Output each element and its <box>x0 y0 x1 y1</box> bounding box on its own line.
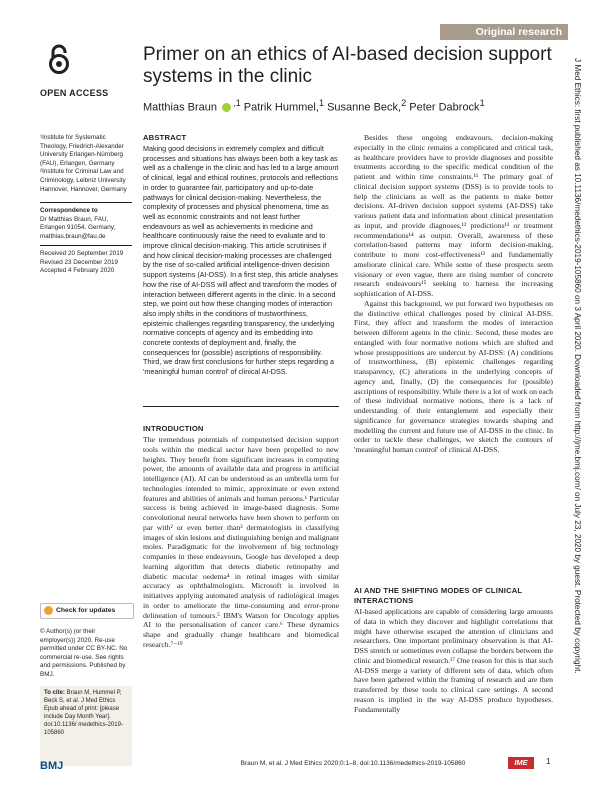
introduction-paragraph: The tremendous potentials of computerised decision support tools within the medical sector have been propelled to new heights. They benefit from significant increases in computing power, the amounts of available data and progress in artificial intelligence (AI). AI can be understood as an umbrella term for technologies intended to mimic, approximate or even extend features and abilities of animals and human persons.¹ Particular success is being achieved in image-based diagnosis. Some convolutional neural networks have been shown to perform on par with² or even better than³ dermatologists in classifying images of skin lesions and distinguishing benign and malignant moles. Paradigmatic for the involvement of big technology companies in these endeavours, Google has developed a deep learning algorithm that detects diabetic retinopathy and diabetic macular oedema⁴ in retinal images with similar accuracy as ophthalmologists. Microsoft is involved in initiatives applying automated analysis of radiological images in order to ameliorate the time-consuming and error-prone delineation of tumours.⁵ IBM's Watson for Oncology applies AI to the personalisation of cancer care.⁶ These dynamics shape and gradually change healthcare and biomedical research.⁷⁻¹⁰ <box>143 435 339 649</box>
check-for-updates-button[interactable] <box>40 603 134 619</box>
citation-box <box>40 686 132 766</box>
author-affiliation-sup: 2 <box>401 98 407 108</box>
author-affiliation-sup: 1 <box>318 98 325 108</box>
divider <box>143 406 339 407</box>
author-name[interactable]: Susanne Beck, <box>327 101 402 114</box>
affiliations <box>40 134 132 194</box>
revised-date: Revised 23 December 2019 <box>40 258 119 266</box>
divider <box>40 245 132 246</box>
author-name[interactable]: Matthias Braun <box>143 101 217 114</box>
author-list <box>143 96 563 115</box>
body-paragraph: Against this background, we put forward two hypotheses on the distinctive ethical challenges posed by clinical AI-DSS. First, they affect and transform the modes of interaction between different agents in the clinic. Second, these modes are entangled with four normative notions which are shifted and whose presuppositions are undercut by AI-DSS: (A) conditions of trustworthiness, (B) epistemic challenges regarding transparency, (C) alterations in the underlying concepts of agency and, finally, (D) the consequences for (possible) ascriptions of responsibility. While there is a lot of work on each of these individual normative notions, there is a lack of understanding of their entanglement and especially their significance for governance strategies towards shaping and modelling the current and future use of AI-DSS in the clinic. In order to tackle these challenges, we sketch the contours of 'meaningful human control' of clinical AI-DSS. <box>354 298 553 454</box>
accepted-date: Accepted 4 February 2020 <box>40 267 115 275</box>
right-column-lower <box>354 607 553 714</box>
author-name[interactable]: Patrik Hummel, <box>243 101 319 114</box>
check-updates-label: Check for updates <box>56 607 116 614</box>
correspondence-text[interactable]: Dr Matthias Braun, FAU, Erlangen 91054, Germany; matthias.braun@fau.de <box>40 215 116 240</box>
affiliation-1: ¹Institute for Systematic Theology, Friedrich-Alexander University Erlangen-Nürnberg (FAU), Erlangen, Germany <box>40 134 124 167</box>
abstract-text: Making good decisions in extremely complex and difficult processes and situations has always been both a key task as well as a challenge in the clinic and has led to a large amount of clinical, legal and ethical routines, protocols and reflections in order to guarantee fair, participatory and up-to-date pathways for clinical decision-making. Nevertheless, the complexity of processes and physical phenomena, time as well as economic constraints and not least further endeavours as well as achievements in medicine and healthcare continuously raise the need to evaluate and to improve clinical decision-making. This article scrutinises if and how clinical decision-making processes are challenged by the rise of so-called artificial intelligence-driven decision support systems (AI-DSS). In a first step, this article analyses how the rise of AI-DSS will affect and transform the modes of interaction between different agents in the clinic. In a second step, we point out how these changing modes of interaction also imply shifts in the conditions of trustworthiness, epistemic challenges regarding transparency, the underlying normative concepts of agency and its embedding into concrete contexts of deployment and, finally, the consequences for (possible) ascriptions of responsibility. Third, we draw first conclusions for further steps regarding a 'meaningful human control' of clinical AI-DSS. <box>143 144 339 377</box>
section-heading: AI AND THE SHIFTING MODES OF CLINICAL INTERACTIONS <box>354 586 523 605</box>
article-title: Primer on an ethics of AI-based decision support systems in the clinic <box>143 44 552 87</box>
ime-logo: IME <box>508 757 534 769</box>
divider <box>40 202 132 203</box>
correspondence <box>40 207 132 241</box>
article-dates <box>40 250 132 276</box>
author-name[interactable]: Peter Dabrock <box>409 101 480 114</box>
abstract-heading: ABSTRACT <box>143 133 187 142</box>
cite-label: To cite: <box>44 690 65 696</box>
vertical-citation-note <box>572 58 584 718</box>
open-access-label: OPEN ACCESS <box>40 88 109 98</box>
vertical-citation-text[interactable]: J Med Ethics: first published as 10.1136/medethics-2019-105860 on 3 April 2020. Downloaded from http://jme.bmj.com/ on July 23, 2020 by guest. Protected by copyright. <box>573 58 582 674</box>
right-column <box>354 133 553 455</box>
page-number: 1 <box>546 757 551 766</box>
page-footer: Braun M, et al. J Med Ethics 2020;0:1–8. doi:10.1136/medethics-2019-105860 <box>240 760 466 767</box>
cite-text: Braun M, Hummel P, Beck S, et al. J Med Ethics Epub ahead of print: [please include Day Month Year]. doi:10.1136/ medethics-2019-105860 <box>44 690 123 736</box>
orcid-icon[interactable] <box>222 103 231 112</box>
received-date: Received 20 September 2019 <box>40 250 124 257</box>
article-type-banner: Original research <box>440 24 568 40</box>
open-access-lock-icon <box>48 44 70 74</box>
body-paragraph: AI-based applications are capable of considering large amounts of data in which they discover and highlight correlations that might have otherwise escaped the attention of clinicians and researchers. One important preliminary observation is that AI-DSS stretch or sometimes even collapse the borders between the clinic and biomedical research.¹⁷ One reason for this is that such AI-DSS merge a variety of different sets of data, which often have been gathered within the framing of research and are then transferred by these tools to clinical care settings. A second reason is implied in the way AI-DSS produce hypotheses. Fundamentally <box>354 607 553 714</box>
introduction-column <box>143 435 339 650</box>
introduction-heading: INTRODUCTION <box>143 424 204 433</box>
check-updates-icon <box>44 606 53 615</box>
bmj-logo: BMJ <box>40 760 64 772</box>
author-affiliation-sup: ,1 <box>233 98 241 108</box>
correspondence-heading: Correspondence to <box>40 207 98 214</box>
body-paragraph: Besides these ongoing endeavours, decision-making especially in the clinic remains a complicated and critical task, as healthcare providers have to provide diagnoses and possible treatments according to the specific medical condition of the patient and within time constraints.¹¹ The primary goal of clinical decision support systems (DSS) is to provide tools to help the clinicians as well as the patients to make better decisions. AI-driven decision support systems (AI-DSS) take various patient data and information about clinical presentation as input, and provide diagnoses,¹² predictions¹³ or treatment recommendations¹⁴ as output. Overall, awareness of these correlation-based patterns may inform decision-making, contribute to more cost-effectiveness¹² and fundamentally ameliorate clinical care. While some of these prospects seem visionary or even vague, there are rising number of concrete research endeavours¹⁵ seeking to harness the increasing sophistication of AI-DSS. <box>354 133 553 298</box>
license-text: © Author(s) (or their employer(s)) 2020. Re-use permitted under CC BY-NC. No commercial re-use. See rights and permissions. Published by BMJ. <box>40 628 128 678</box>
author-affiliation-sup: 1 <box>479 98 485 108</box>
affiliation-2: ²Institute for Criminal Law and Criminology, Leibniz University Hannover, Hannover, Germany <box>40 168 127 193</box>
